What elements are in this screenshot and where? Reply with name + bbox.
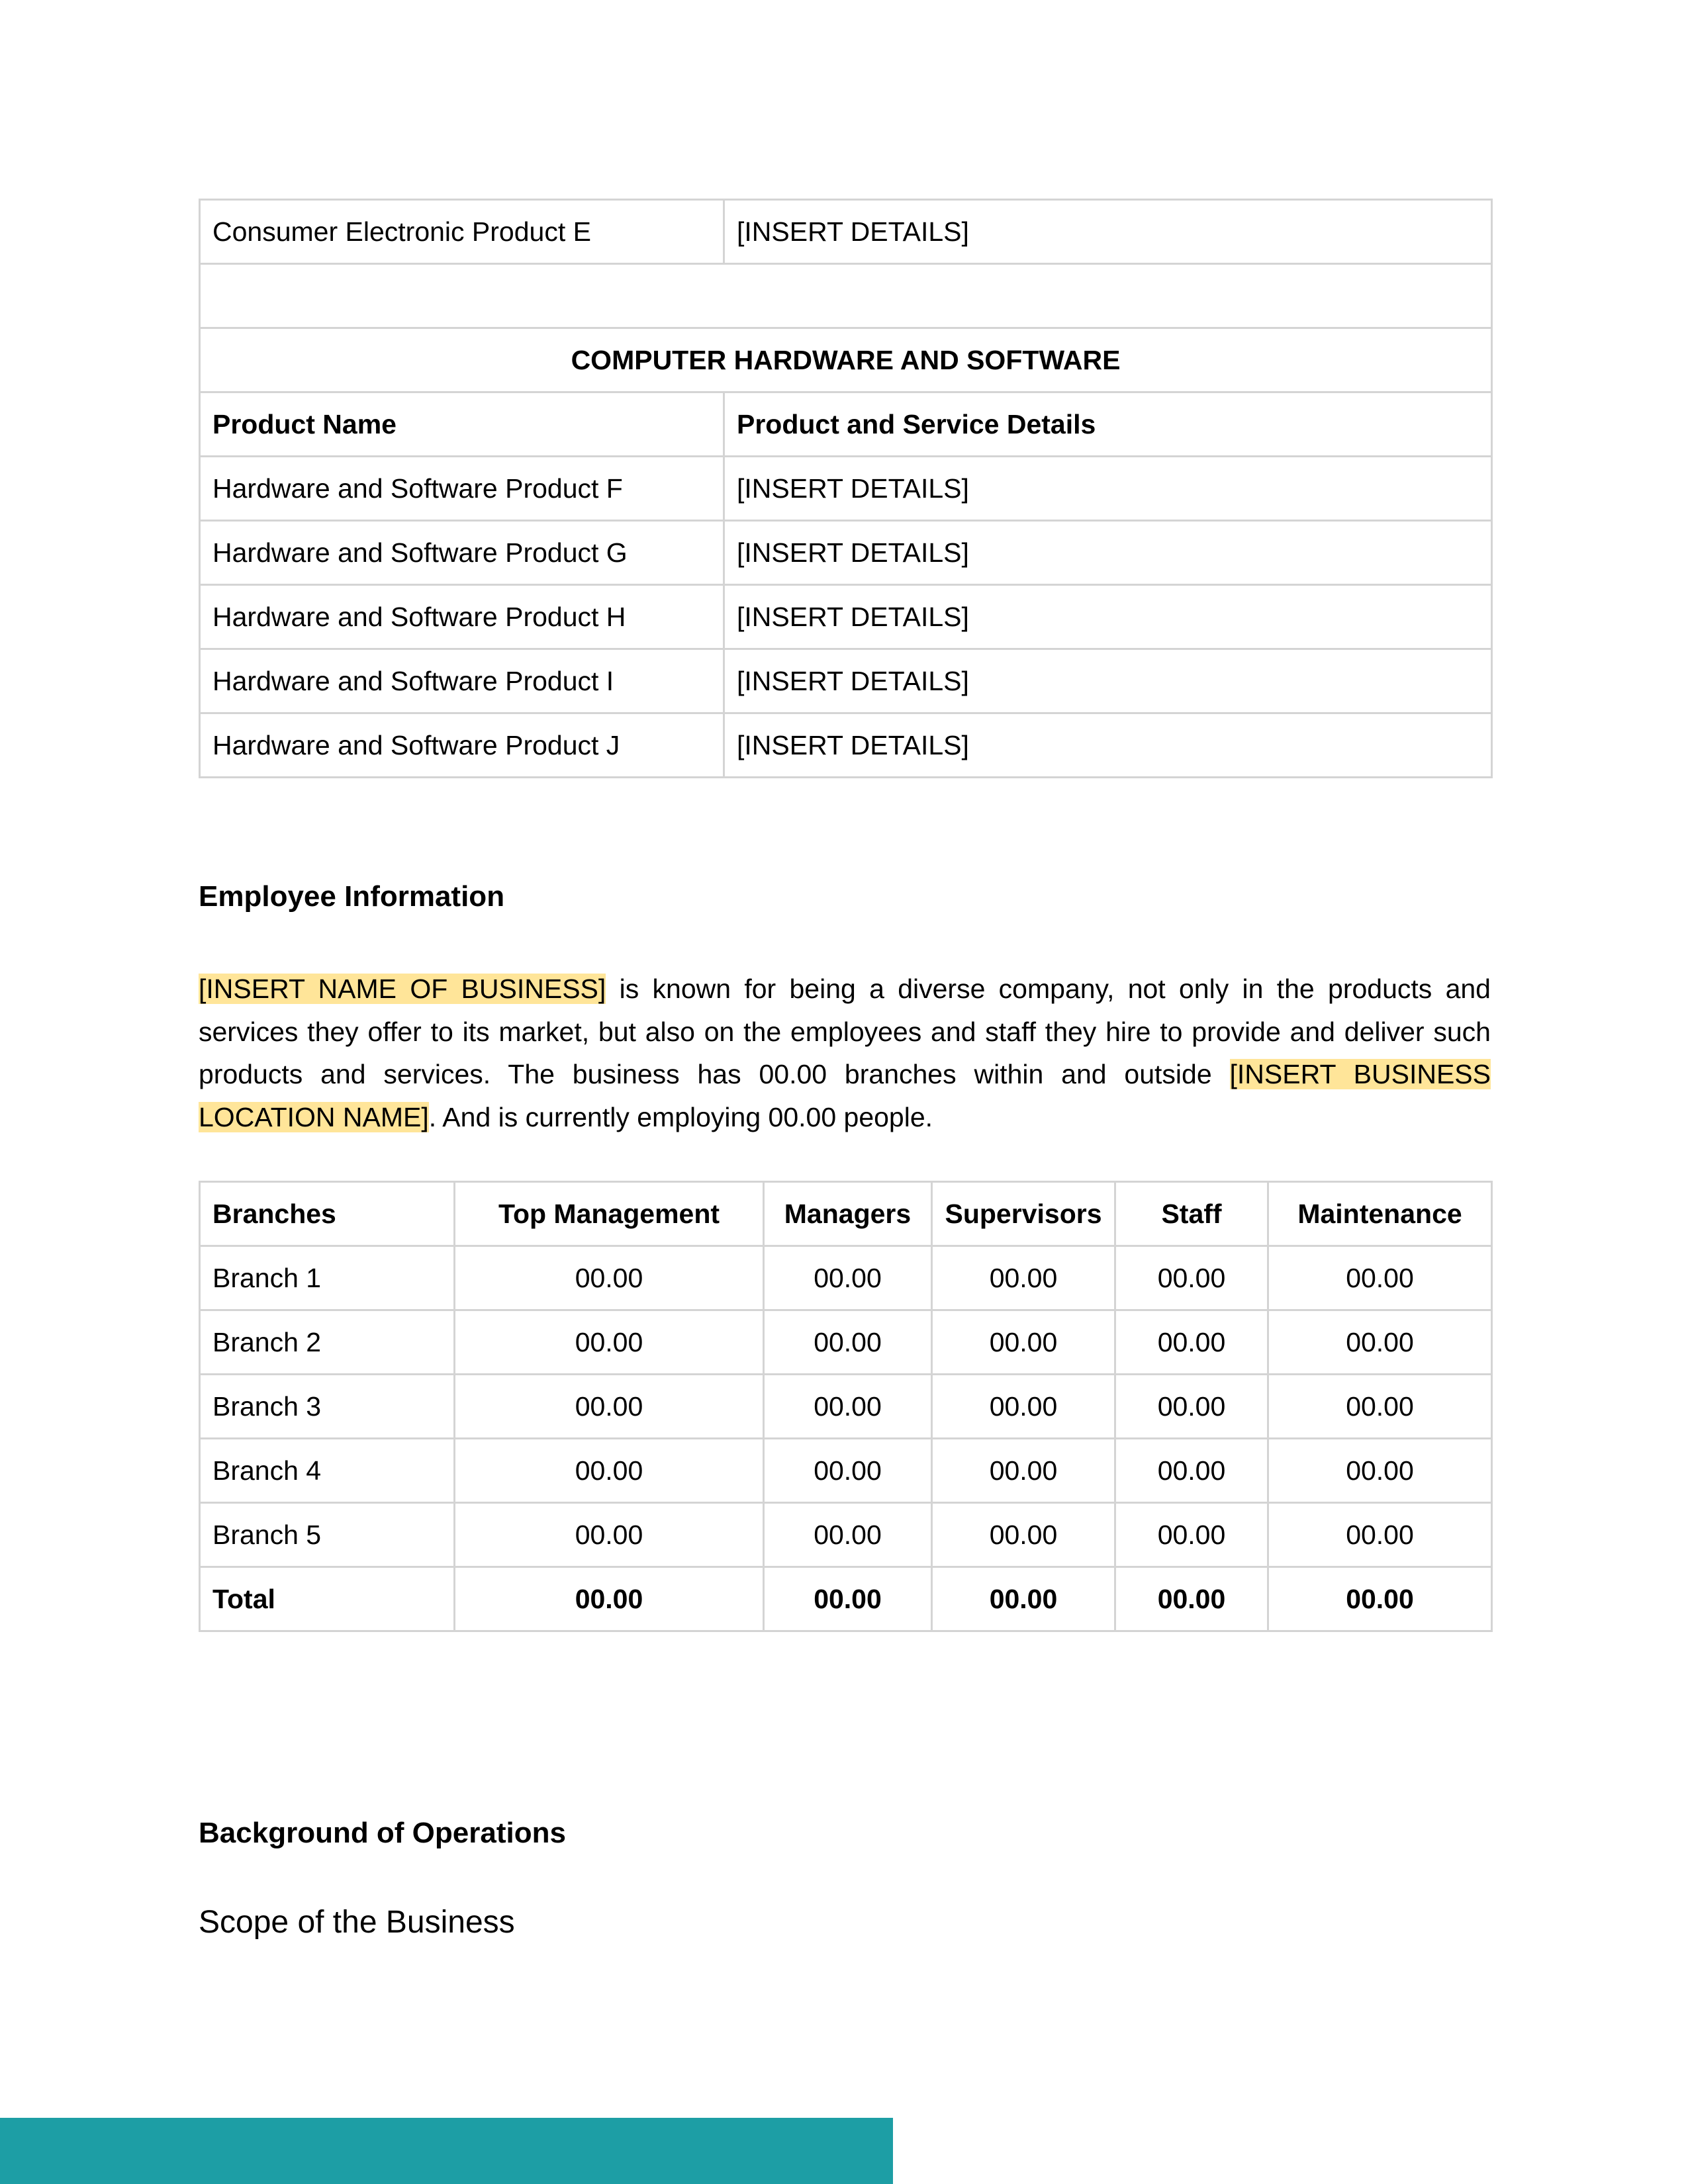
table-total-row <box>200 1567 1492 1631</box>
total-label-cell: Total <box>200 1567 455 1631</box>
business-name-placeholder: [INSERT NAME OF BUSINESS] <box>199 974 606 1004</box>
employees-table <box>199 1181 1493 1632</box>
value-cell: 00.00 <box>932 1503 1115 1567</box>
empty-cell <box>200 264 1492 328</box>
section-heading-employee-information: Employee Information <box>199 880 505 913</box>
table-row <box>200 1439 1492 1503</box>
table-row <box>200 713 1492 778</box>
value-cell: 00.00 <box>932 1246 1115 1310</box>
section-heading-background-of-operations: Background of Operations <box>199 1817 566 1849</box>
total-value-cell: 00.00 <box>1268 1567 1492 1631</box>
column-header-supervisors: Supervisors <box>932 1182 1115 1246</box>
value-cell: 00.00 <box>1268 1310 1492 1375</box>
branch-name-cell: Branch 5 <box>200 1503 455 1567</box>
value-cell: 00.00 <box>764 1439 932 1503</box>
value-cell: 00.00 <box>764 1310 932 1375</box>
value-cell: 00.00 <box>1115 1439 1268 1503</box>
value-cell: 00.00 <box>932 1375 1115 1439</box>
products-table <box>199 199 1493 778</box>
value-cell: 00.00 <box>1268 1375 1492 1439</box>
product-name-cell: Hardware and Software Product I <box>200 649 724 713</box>
value-cell: 00.00 <box>932 1310 1115 1375</box>
product-details-cell: [INSERT DETAILS] <box>724 200 1492 264</box>
business-location-placeholder: [INSERT BUSINESS LOCATION NAME] <box>199 1059 1491 1132</box>
table-row <box>200 1310 1492 1375</box>
value-cell: 00.00 <box>764 1503 932 1567</box>
employee-paragraph <box>199 968 1491 1138</box>
value-cell: 00.00 <box>455 1503 764 1567</box>
product-details-cell: [INSERT DETAILS] <box>724 457 1492 521</box>
value-cell: 00.00 <box>455 1246 764 1310</box>
product-name-cell: Hardware and Software Product J <box>200 713 724 778</box>
value-cell: 00.00 <box>1268 1246 1492 1310</box>
column-header-branches: Branches <box>200 1182 455 1246</box>
value-cell: 00.00 <box>1115 1503 1268 1567</box>
value-cell: 00.00 <box>455 1310 764 1375</box>
column-header-staff: Staff <box>1115 1182 1268 1246</box>
branch-name-cell: Branch 4 <box>200 1439 455 1503</box>
paragraph-text: . And is currently employing 00.00 people. <box>428 1101 933 1132</box>
table-header-row <box>200 392 1492 457</box>
value-cell: 00.00 <box>764 1246 932 1310</box>
value-cell: 00.00 <box>1268 1439 1492 1503</box>
value-cell: 00.00 <box>764 1375 932 1439</box>
product-name-cell: Consumer Electronic Product E <box>200 200 724 264</box>
paragraph-text: is known for being a diverse company, not only in the products and services they offer to its market, but also on the employees and staff they hire to provide and deliver such products and services. The business has 00.00 branches within and outside <box>199 974 1491 1089</box>
column-header-managers: Managers <box>764 1182 932 1246</box>
footer-accent-bar <box>0 2118 893 2184</box>
column-header-product-name: Product Name <box>200 392 724 457</box>
product-details-cell: [INSERT DETAILS] <box>724 649 1492 713</box>
column-header-maintenance: Maintenance <box>1268 1182 1492 1246</box>
table-row <box>200 585 1492 649</box>
branch-name-cell: Branch 2 <box>200 1310 455 1375</box>
value-cell: 00.00 <box>1115 1246 1268 1310</box>
branch-name-cell: Branch 3 <box>200 1375 455 1439</box>
product-details-cell: [INSERT DETAILS] <box>724 713 1492 778</box>
product-details-cell: [INSERT DETAILS] <box>724 585 1492 649</box>
section-title: COMPUTER HARDWARE AND SOFTWARE <box>200 328 1492 392</box>
value-cell: 00.00 <box>1115 1375 1268 1439</box>
table-row <box>200 1375 1492 1439</box>
value-cell: 00.00 <box>932 1439 1115 1503</box>
total-value-cell: 00.00 <box>764 1567 932 1631</box>
table-section-title-row <box>200 328 1492 392</box>
table-row <box>200 1503 1492 1567</box>
product-name-cell: Hardware and Software Product G <box>200 521 724 585</box>
total-value-cell: 00.00 <box>455 1567 764 1631</box>
table-row <box>200 200 1492 264</box>
product-name-cell: Hardware and Software Product F <box>200 457 724 521</box>
table-row <box>200 457 1492 521</box>
subheading-scope-of-business: Scope of the Business <box>199 1905 515 1940</box>
value-cell: 00.00 <box>455 1375 764 1439</box>
total-value-cell: 00.00 <box>932 1567 1115 1631</box>
product-details-cell: [INSERT DETAILS] <box>724 521 1492 585</box>
table-header-row <box>200 1182 1492 1246</box>
value-cell: 00.00 <box>455 1439 764 1503</box>
column-header-top-management: Top Management <box>455 1182 764 1246</box>
total-value-cell: 00.00 <box>1115 1567 1268 1631</box>
branch-name-cell: Branch 1 <box>200 1246 455 1310</box>
table-row <box>200 649 1492 713</box>
value-cell: 00.00 <box>1115 1310 1268 1375</box>
column-header-details: Product and Service Details <box>724 392 1492 457</box>
table-row <box>200 521 1492 585</box>
table-row-empty <box>200 264 1492 328</box>
table-row <box>200 1246 1492 1310</box>
product-name-cell: Hardware and Software Product H <box>200 585 724 649</box>
value-cell: 00.00 <box>1268 1503 1492 1567</box>
